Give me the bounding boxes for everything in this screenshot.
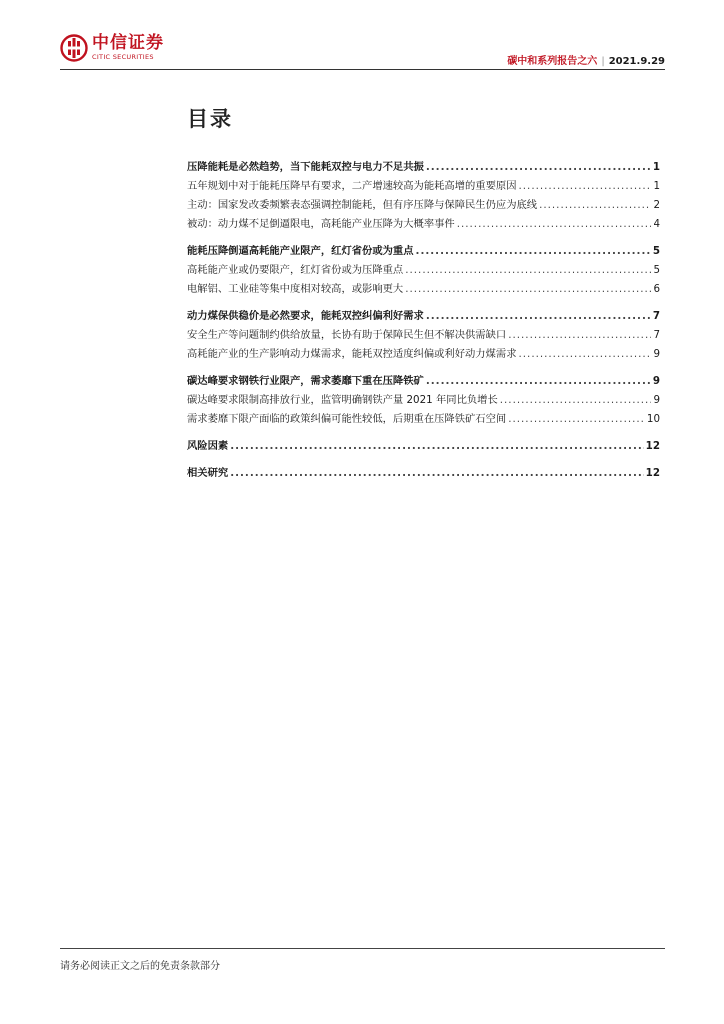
disclaimer-note: 请务必阅读正文之后的免责条款部分	[60, 961, 220, 972]
citic-logo-icon	[60, 34, 88, 62]
toc-dot-leader	[519, 348, 652, 360]
toc-dot-leader	[426, 310, 651, 322]
toc-title: 目录	[187, 107, 233, 131]
toc-entry-title: 碳达峰要求钢铁行业限产，需求萎靡下重在压降铁矿	[187, 375, 424, 387]
toc-subsection-entry[interactable]	[187, 391, 660, 410]
toc-subsection-entry[interactable]	[187, 261, 660, 280]
toc-entry-title: 需求萎靡下限产面临的政策纠偏可能性较低，后期重在压降铁矿石空间	[187, 413, 507, 425]
header-divider	[60, 69, 665, 70]
toc-dot-leader	[508, 413, 645, 425]
toc-section-entry[interactable]	[187, 437, 660, 456]
report-series-info	[507, 52, 665, 67]
toc-page-number: 7	[652, 310, 660, 322]
toc-subsection-entry[interactable]	[187, 177, 660, 196]
toc-page-number: 6	[653, 283, 660, 295]
toc-dot-leader	[230, 440, 643, 452]
toc-dot-leader	[426, 161, 651, 173]
toc-entry-title: 安全生产等问题制约供给放量，长协有助于保障民生但不解决供需缺口	[187, 329, 507, 341]
toc-entry-title: 碳达峰要求限制高排放行业，监管明确钢铁产量 2021 年同比负增长	[187, 394, 498, 406]
toc-dot-leader	[457, 218, 652, 230]
toc-entry-title: 高耗能产业或仍要限产，红灯省份或为压降重点	[187, 264, 404, 276]
toc-subsection-entry[interactable]	[187, 280, 660, 299]
toc-subsection-entry[interactable]	[187, 215, 660, 234]
page-header	[60, 34, 665, 70]
toc-page-number: 12	[645, 440, 660, 452]
report-series: 碳中和系列报告之六	[507, 56, 598, 67]
toc-section-entry[interactable]	[187, 307, 660, 326]
toc-subsection-entry[interactable]	[187, 410, 660, 429]
toc-page-number: 1	[652, 161, 660, 173]
logo-cn-text: 中信证券	[92, 33, 164, 54]
toc-page-number: 7	[653, 329, 660, 341]
toc-dot-leader	[416, 245, 651, 257]
logo-en-text: CITIC SECURITIES	[92, 53, 154, 62]
toc-entry-title: 压降能耗是必然趋势，当下能耗双控与电力不足共振	[187, 161, 424, 173]
toc-section-entry[interactable]	[187, 242, 660, 261]
toc-entry-title: 动力煤保供稳价是必然要求，能耗双控纠偏利好需求	[187, 310, 424, 322]
toc-subsection-entry[interactable]	[187, 345, 660, 364]
toc-page-number: 5	[653, 264, 660, 276]
toc-entry-title: 风险因素	[187, 440, 229, 452]
report-date: 2021.9.29	[608, 56, 665, 67]
toc-dot-leader	[519, 180, 652, 192]
toc-subsection-entry[interactable]	[187, 326, 660, 345]
toc-page-number: 2	[653, 199, 660, 211]
toc-page-number: 5	[652, 245, 660, 257]
toc-page-number: 10	[646, 413, 660, 425]
toc-dot-leader	[426, 375, 651, 387]
table-of-contents	[187, 158, 660, 483]
toc-section-entry[interactable]	[187, 158, 660, 177]
toc-entry-title: 被动：动力煤不足倒逼限电，高耗能产业压降为大概率事件	[187, 218, 455, 230]
toc-entry-title: 相关研究	[187, 467, 229, 479]
toc-dot-leader	[539, 199, 651, 211]
toc-dot-leader	[230, 467, 643, 479]
toc-page-number: 12	[645, 467, 660, 479]
toc-page-number: 4	[653, 218, 660, 230]
toc-page-number: 1	[653, 180, 660, 192]
toc-dot-leader	[508, 329, 651, 341]
toc-section-entry[interactable]	[187, 372, 660, 391]
toc-entry-title: 电解铝、工业硅等集中度相对较高，或影响更大	[187, 283, 404, 295]
toc-subsection-entry[interactable]	[187, 196, 660, 215]
toc-page-number: 9	[653, 348, 660, 360]
toc-dot-leader	[405, 283, 651, 295]
toc-entry-title: 高耗能产业的生产影响动力煤需求，能耗双控适度纠偏或利好动力煤需求	[187, 348, 517, 360]
toc-entry-title: 能耗压降倒逼高耗能产业限产，红灯省份或为重点	[187, 245, 414, 257]
toc-section-entry[interactable]	[187, 464, 660, 483]
toc-entry-title: 主动：国家发改委频繁表态强调控制能耗，但有序压降与保障民生仍应为底线	[187, 199, 538, 211]
header-separator: |	[601, 56, 605, 67]
footer-divider	[60, 948, 665, 949]
toc-page-number: 9	[653, 394, 660, 406]
toc-page-number: 9	[652, 375, 660, 387]
citic-logo	[60, 34, 164, 62]
toc-entry-title: 五年规划中对于能耗压降早有要求，二产增速较高为能耗高增的重要原因	[187, 180, 517, 192]
toc-dot-leader	[500, 394, 652, 406]
toc-dot-leader	[405, 264, 651, 276]
